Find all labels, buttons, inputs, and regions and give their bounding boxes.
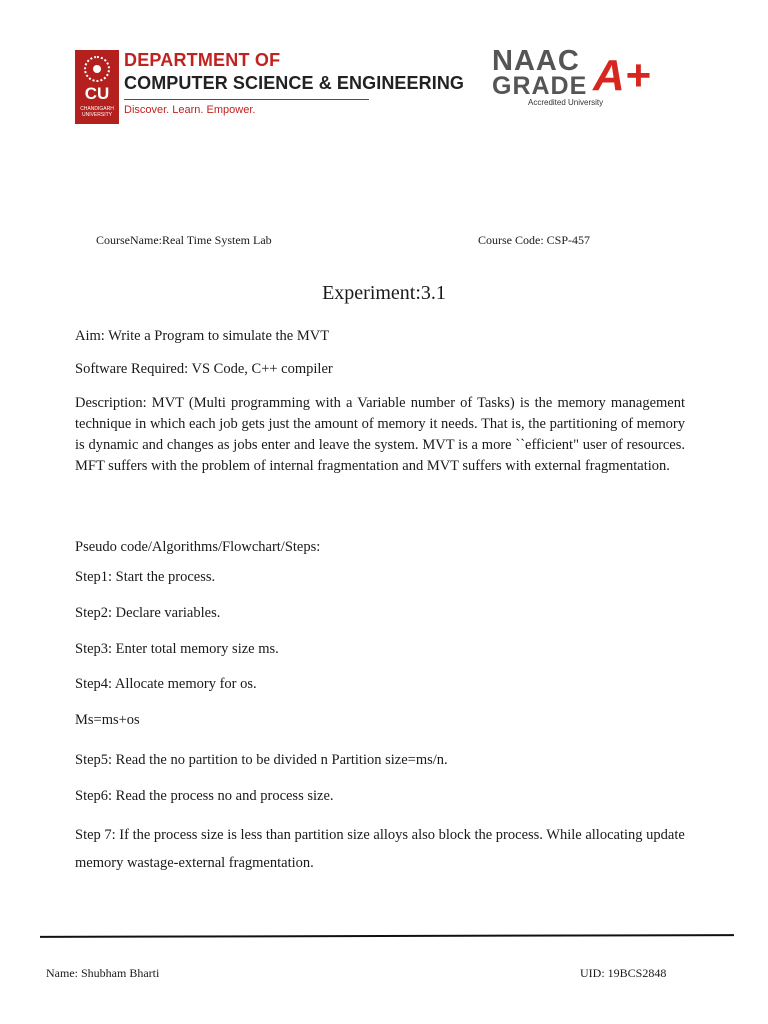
step-2: Step2: Declare variables. bbox=[75, 605, 221, 621]
footer-name: Name: Shubham Bharti bbox=[46, 966, 160, 980]
step-5: Step5: Read the no partition to be divided n Partition size=ms/n. bbox=[75, 752, 448, 768]
aim-paragraph bbox=[75, 326, 685, 347]
software-paragraph bbox=[75, 359, 685, 380]
page-header bbox=[75, 44, 663, 122]
grade-label: GRADE bbox=[492, 72, 588, 100]
footer-uid: UID: 19BCS2848 bbox=[580, 966, 667, 980]
software-text: : VS Code, C++ compiler bbox=[184, 361, 333, 377]
step-3: Step3: Enter total memory size ms. bbox=[75, 641, 279, 657]
step-7: Step 7: If the process size is less than partition size alloys also block the process. While allocating update memory wastage-external fragmentation. bbox=[75, 827, 685, 871]
department-tagline: Discover. Learn. Empower. bbox=[124, 104, 256, 116]
description-text: : MVT (Multi programming with a Variable number of Tasks) is the memory management technique in which each job gets just the amount of memory it needs. That is, the partitioning of memory is dynamic and changes as jobs enter and leave the system. MVT is a more ``efficient" user of resources. MFT suffers with the problem of internal fragmentation and MVT suffers with external fragmentation. bbox=[75, 395, 685, 474]
description-paragraph bbox=[75, 393, 685, 477]
accredited-label: Accredited University bbox=[528, 98, 604, 107]
header-divider bbox=[124, 99, 369, 100]
step-4: Step4: Allocate memory for os. bbox=[75, 676, 257, 692]
course-name: CourseName:Real Time System Lab bbox=[96, 233, 272, 247]
aim-label: Aim bbox=[75, 328, 101, 344]
department-line-2: COMPUTER SCIENCE & ENGINEERING bbox=[124, 73, 465, 93]
emblem-icon bbox=[84, 56, 110, 82]
software-label: Software Required bbox=[75, 361, 185, 377]
footer-divider bbox=[40, 934, 734, 938]
grade-value: A+ bbox=[593, 51, 651, 100]
course-code: Course Code: CSP-457 bbox=[478, 233, 591, 247]
step-6: Step6: Read the process no and process size. bbox=[75, 788, 334, 804]
logo-subtext: CHANDIGARH UNIVERSITY bbox=[80, 106, 114, 118]
department-line-1: DEPARTMENT OF bbox=[124, 50, 281, 70]
aim-text: : Write a Program to simulate the MVT bbox=[100, 328, 330, 344]
page-title: Experiment:3.1 bbox=[322, 282, 446, 304]
university-logo bbox=[75, 50, 119, 124]
description-label: Description bbox=[75, 395, 143, 411]
step-formula: Ms=ms+os bbox=[75, 712, 140, 728]
pseudo-heading: Pseudo code/Algorithms/Flowchart/Steps: bbox=[75, 539, 321, 555]
logo-text: CU bbox=[84, 84, 110, 103]
step-1: Step1: Start the process. bbox=[75, 569, 216, 585]
naac-label: NAAC bbox=[492, 45, 580, 77]
